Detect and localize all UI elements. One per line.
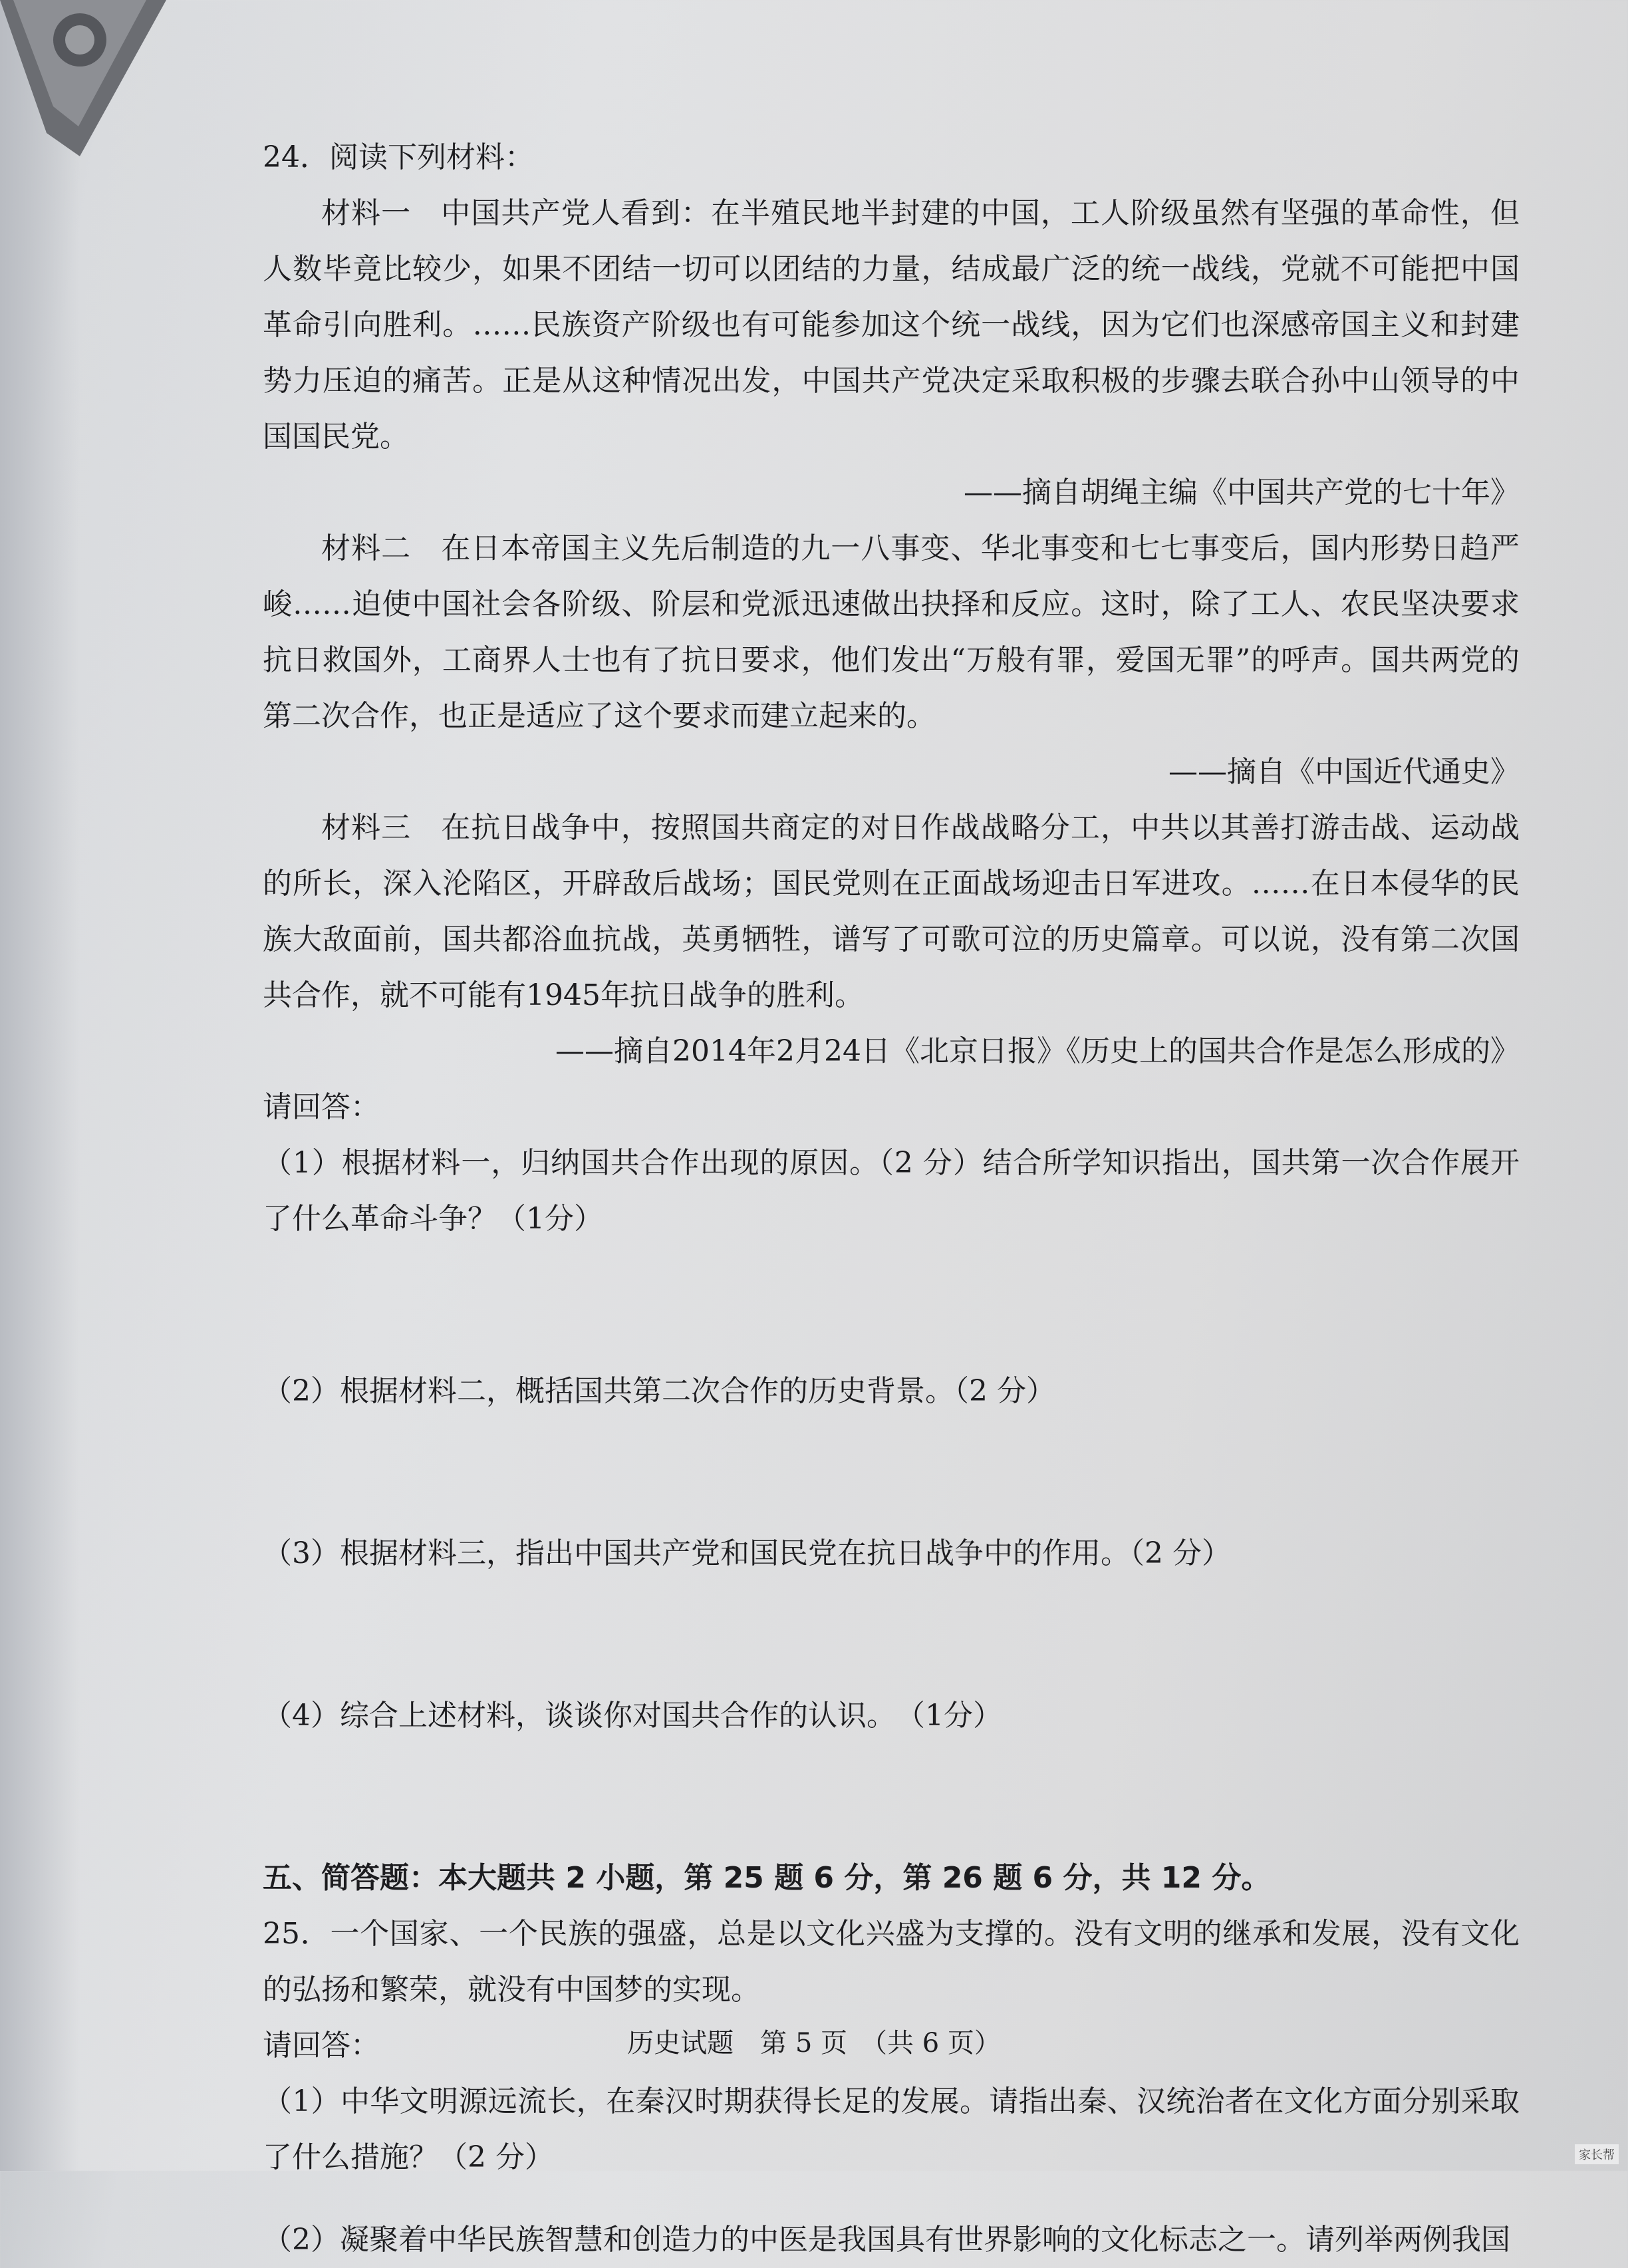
material-2-source: ——摘自《中国近代通史》 xyxy=(1168,755,1520,789)
material-3: 材料三 在抗日战争中，按照国共商定的对日作战战略分工，中共以其善打游击战、运动战的所长，深入沦陷区，开辟敌后战场；国民党则在正面战场迎击日军进攻。……在日本侵华的民族大敌面前，国共都浴血抗战，英勇牺牲，谱写了可歌可泣的历史篇章。可以说，没有第二次国共合作，就不可能有1945年抗日战争的胜利。 xyxy=(263,811,1520,1012)
q24-sub4: （4）综合上述材料，谈谈你对国共合作的认识。 （1分） xyxy=(263,1699,1002,1733)
q25-stem: 25．一个国家、一个民族的强盛，总是以文化兴盛为支撑的。没有文明的继承和发展，没有文化的弘扬和繁荣，就没有中国梦的实现。 xyxy=(263,1917,1520,2007)
page-edge-shadow xyxy=(0,0,80,2171)
answer-space xyxy=(263,1419,1520,1526)
q25-sub2: （2）凝聚着中华民族智慧和创造力的中医是我国具有世界影响的文化标志之一。请列举两例我国 xyxy=(263,2223,1510,2257)
material-1: 材料一 中国共产党人看到：在半殖民地半封建的中国，工人阶级虽然有坚强的革命性，但人数毕竟比较少，如果不团结一切可以团结的力量，结成最广泛的统一战线，党就不可能把中国革命引向胜利。……民族资产阶级也有可能参加这个统一战线，因为它们也深感帝国主义和封建势力压迫的痛苦。正是从这种情况出发，中国共产党决定采取积极的步骤去联合孙中山领导的中国国民党。 xyxy=(263,196,1520,454)
q24-ask: 请回答： xyxy=(263,1090,380,1124)
page-footer: 历史试题 第 5 页 （共 6 页） xyxy=(627,2028,1001,2058)
answer-space xyxy=(263,1247,1520,1363)
answer-space xyxy=(263,1582,1520,1688)
q25-ask: 请回答： xyxy=(263,2029,380,2062)
section-5-heading: 五、简答题：本大题共 2 小题，第 25 题 6 分，第 26 题 6 分，共 12 分。 xyxy=(263,1861,1271,1895)
watermark: 家长帮 xyxy=(1575,2144,1619,2164)
material-3-source: ——摘自2014年2月24日《北京日报》《历史上的国共合作是怎么形成的》 xyxy=(555,1034,1520,1068)
corner-ornament xyxy=(0,0,173,160)
q24-sub2: （2）根据材料二，概括国共第二次合作的历史背景。（2 分） xyxy=(263,1374,1055,1408)
material-2: 材料二 在日本帝国主义先后制造的九一八事变、华北事变和七七事变后，国内形势日趋严峻……迫使中国社会各阶级、阶层和党派迅速做出抉择和反应。这时，除了工人、农民坚决要求抗日救国外，工商界人士也有了抗日要求，他们发出“万般有罪，爱国无罪”的呼声。国共两党的第二次合作，也正是适应了这个要求而建立起来的。 xyxy=(263,531,1520,733)
answer-space xyxy=(263,1744,1520,1850)
q25-sub1: （1）中华文明源远流长，在秦汉时期获得长足的发展。请指出秦、汉统治者在文化方面分别采取了什么措施？（2 分） xyxy=(263,2084,1520,2174)
q24-sub1: （1）根据材料一，归纳国共合作出现的原因。（2 分）结合所学知识指出，国共第一次合作展开了什么革命斗争？（1分） xyxy=(263,1146,1520,1236)
q24-title: 24．阅读下列材料： xyxy=(263,140,534,174)
material-1-source: ——摘自胡绳主编《中国共产党的七十年》 xyxy=(964,476,1520,509)
q24-sub3: （3）根据材料三，指出中国共产党和国民党在抗日战争中的作用。（2 分） xyxy=(263,1536,1231,1570)
exam-page xyxy=(263,130,1520,2268)
answer-space xyxy=(263,2186,1520,2212)
